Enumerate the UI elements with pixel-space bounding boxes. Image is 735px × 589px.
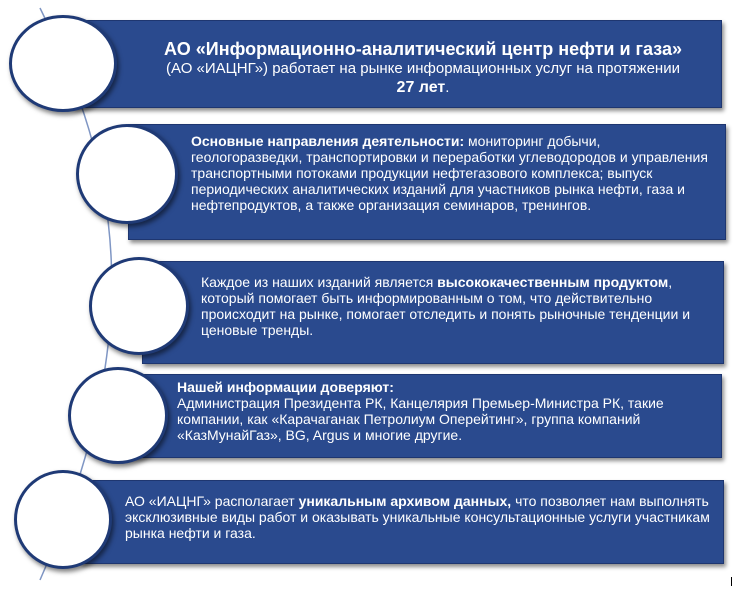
bullet-circle-2 [76, 124, 178, 224]
company-years-suffix: . [445, 79, 450, 96]
archive-text-before: АО «ИАЦНГ» располагает [125, 493, 299, 509]
bullet-circle-1 [9, 15, 117, 112]
archive-card [80, 480, 724, 564]
trust-heading: Нашей информации доверяют: [177, 379, 394, 395]
company-subtitle: (АО «ИАЦНГ») работает на рынке информационных услуг на протяжении [166, 60, 680, 77]
bullet-circle-3 [89, 257, 189, 355]
bullet-circle-4 [68, 367, 168, 464]
quality-highlight: высококачественным продуктом [437, 274, 669, 290]
quality-text-before: Каждое из наших изданий является [201, 274, 438, 290]
quality-card [142, 261, 724, 364]
activities-card [128, 124, 726, 240]
archive-highlight: уникальным архивом данных, [298, 493, 512, 509]
trust-card [118, 374, 722, 458]
quality-text-after: , который помогает быть информированным о том, что действительно происходит на рынке, помогает отследить и понять рыночные тенденции и ценовые тренды. [201, 274, 691, 338]
company-years-line [133, 78, 713, 98]
trust-text: Администрация Президента РК, Канцелярия Премьер-Министра РК, такие компании, как «Карачаганак Петролиум Оперейтинг», группа компаний «КазМунайГаз», BG, Argus и многие другие. [177, 395, 664, 443]
bullet-circle-5 [14, 470, 112, 569]
company-years: 27 лет [396, 79, 446, 96]
intro-card [72, 20, 722, 108]
company-title: АО «Информационно-аналитический центр нефти и газа» [163, 39, 682, 59]
edge-mark [731, 577, 732, 586]
activities-heading: Основные направления деятельности: [191, 133, 465, 149]
archive-text-after: что позволяет нам выполнять эксклюзивные виды работ и оказывать уникальные консультационные услуги участникам рынка нефти и газа. [125, 493, 710, 541]
activities-text: мониторинг добычи, геологоразведки, транспортировки и переработки углеводородов и управления транспортными потоками продукции нефтегазового комплекса; выпуск периодических аналитических изданий для участников рынка нефти, газа и нефтепродуктов, а также организация семинаров, тренингов. [191, 133, 708, 213]
